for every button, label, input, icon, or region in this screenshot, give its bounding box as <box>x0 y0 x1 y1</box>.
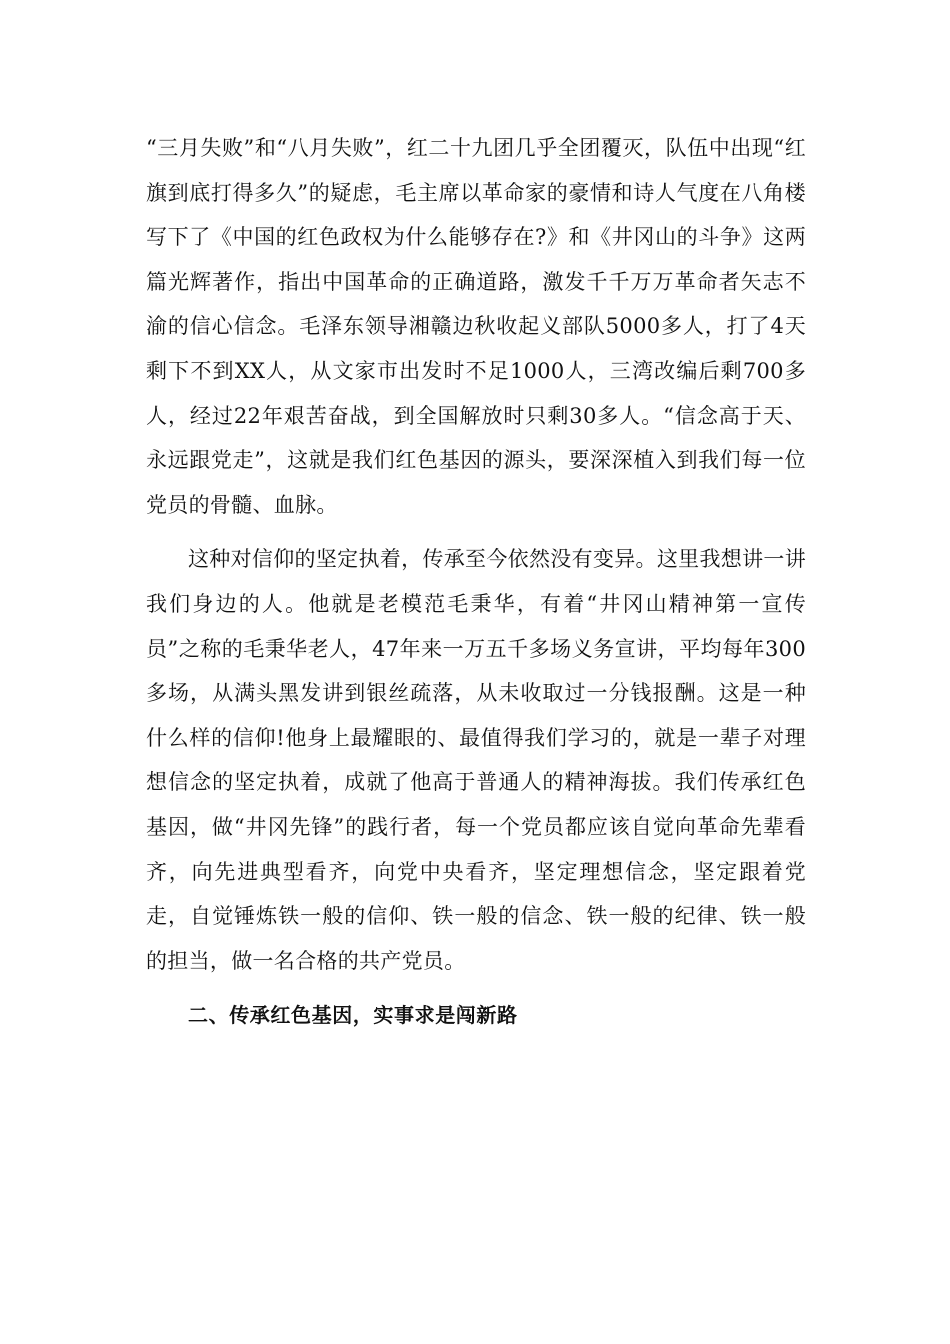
document-body <box>146 126 806 1038</box>
section-heading: 二、传承红色基因，实事求是闯新路 <box>188 1003 518 1028</box>
paragraph-2: 这种对信仰的坚定执着，传承至今依然没有变异。这里我想讲一讲我们身边的人。他就是老模范毛秉华，有着“井冈山精神第一宣传员”之称的毛秉华老人，47年来一万五千多场义务宣讲，平均每年300多场，从满头黑发讲到银丝疏落，从未收取过一分钱报酬。这是一种什么样的信仰!他身上最耀眼的、最值得我们学习的，就是一辈子对理想信念的坚定执着，成就了他高于普通人的精神海拔。我们传承红色基因，做“井冈先锋”的践行者，每一个党员都应该自觉向革命先辈看齐，向先进典型看齐，向党中央看齐，坚定理想信念，坚定跟着党走，自觉锤炼铁一般的信仰、铁一般的信念、铁一般的纪律、铁一般的担当，做一名合格的共产党员。 <box>146 547 806 973</box>
paragraph-1: “三月失败”和“八月失败”，红二十九团几乎全团覆灭，队伍中出现“红旗到底打得多久”的疑虑，毛主席以革命家的豪情和诗人气度在八角楼写下了《中国的红色政权为什么能够存在?》和《井冈山的斗争》这两篇光辉著作，指出中国革命的正确道路，激发千千万万革命者矢志不渝的信心信念。毛泽东领导湘赣边秋收起义部队5000多人，打了4天剩下不到XX人，从文家市出发时不足1000人，三湾改编后剩700多人，经过22年艰苦奋战，到全国解放时只剩30多人。“信念高于天、永远跟党走”，这就是我们红色基因的源头，要深深植入到我们每一位党员的骨髓、血脉。 <box>146 136 806 517</box>
